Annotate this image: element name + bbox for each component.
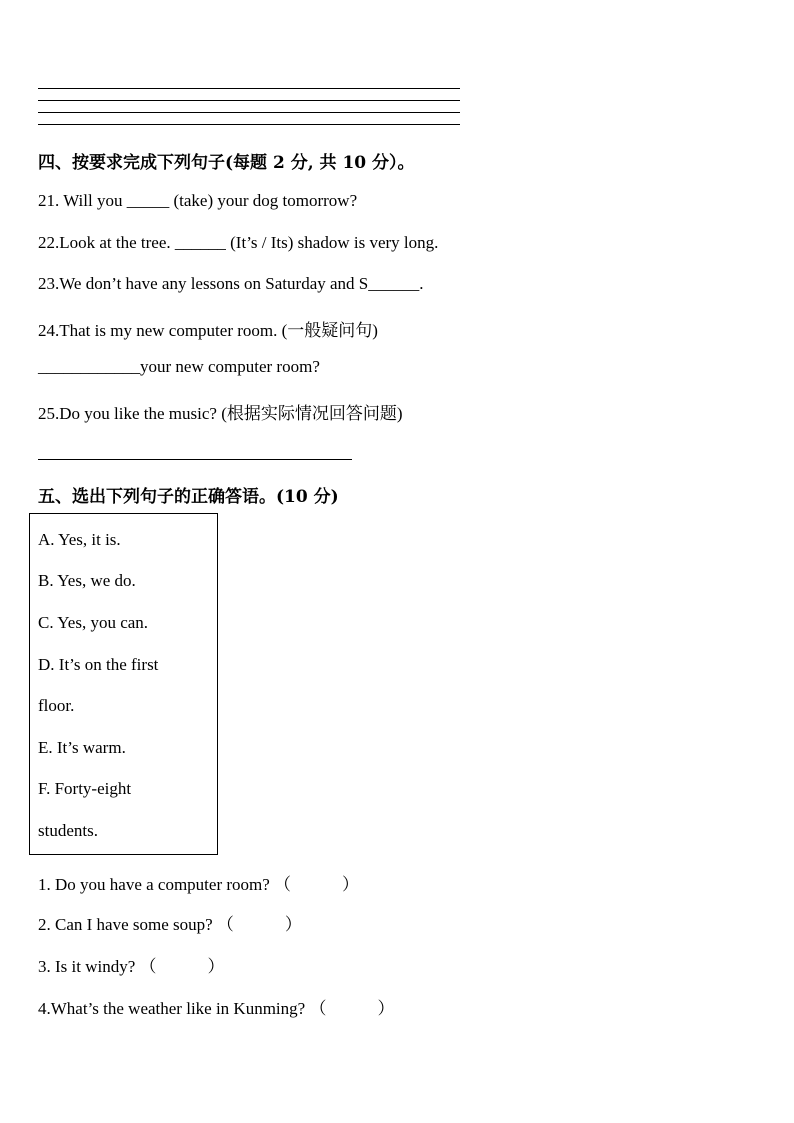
writing-line-2 [38,100,460,101]
match-question-4: 4.What’s the weather like in Kunming? （ ） [38,999,395,1018]
option-d-continued: floor. [38,696,75,715]
option-f: F. Forty-eight [38,779,132,798]
question-23: 23.We don’t have any lessons on Saturday and S______. [38,274,424,293]
option-f-continued: students. [38,821,98,840]
question-24-answer: ____________your new computer room? [38,357,320,376]
option-e: E. It’s warm. [38,738,126,757]
option-b: B. Yes, we do. [38,571,136,590]
options-box [29,513,218,855]
option-c: C. Yes, you can. [38,613,149,632]
section-5-heading: 五、选出下列句子的正确答语。(10 分) [38,487,339,507]
writing-line-3 [38,112,460,113]
option-d: D. It’s on the first [38,655,159,674]
question-22: 22.Look at the tree. ______ (It’s / Its) shadow is very long. [38,233,439,252]
question-25-answer-line [38,459,352,460]
match-question-1: 1. Do you have a computer room? （ ） [38,875,360,894]
section-4-heading: 四、按要求完成下列句子(每题 2 分, 共 10 分）。 [38,153,415,173]
match-question-2: 2. Can I have some soup? （ ） [38,915,302,934]
writing-line-4 [38,124,460,125]
match-question-3: 3. Is it windy? （ ） [38,957,225,976]
writing-line-1 [38,88,460,89]
question-25: 25.Do you like the music? (根据实际情况回答问题) [38,404,403,423]
question-21: 21. Will you _____ (take) your dog tomorrow? [38,191,358,210]
question-24: 24.That is my new computer room. (一般疑问句) [38,321,378,340]
option-a: A. Yes, it is. [38,530,121,549]
